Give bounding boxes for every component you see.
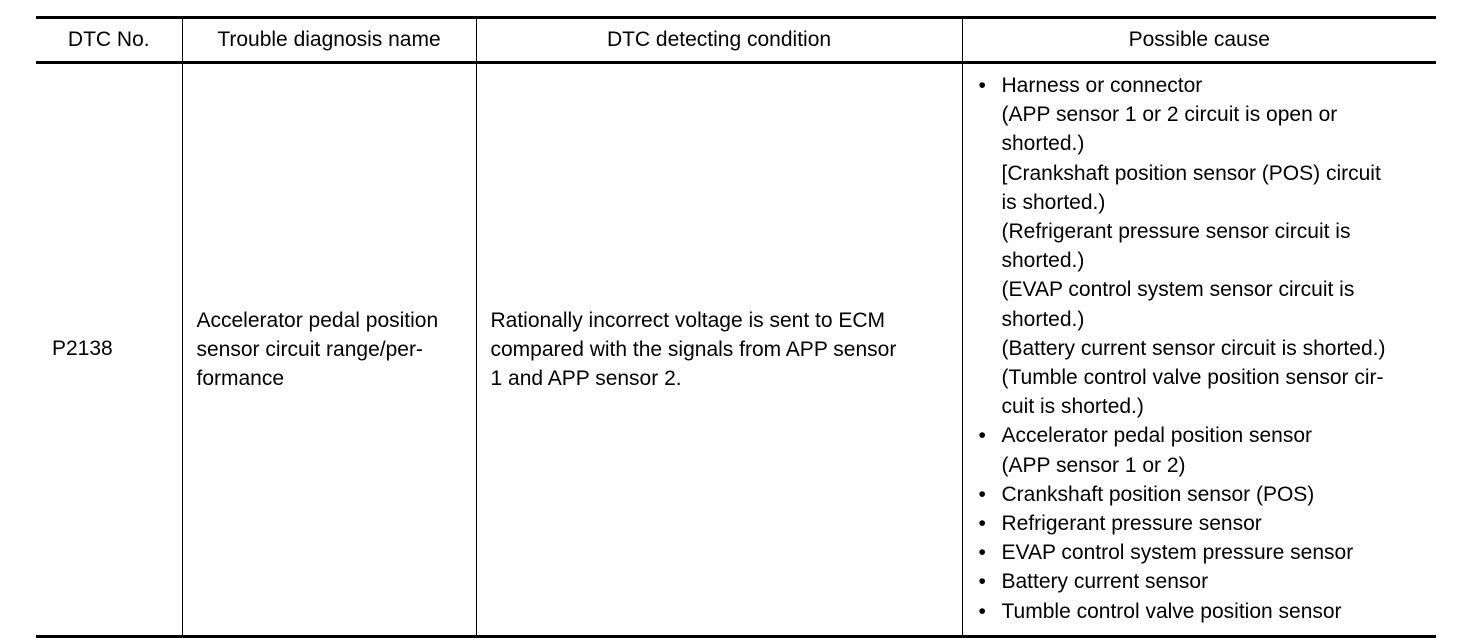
header-diagnosis-name: Trouble diagnosis name xyxy=(182,18,476,63)
cause-detail: (APP sensor 1 or 2 circuit is open or xyxy=(1001,103,1338,127)
cause-detail: (Battery current sensor circuit is shorted.) xyxy=(1001,336,1386,360)
list-item xyxy=(979,567,1437,596)
bullet-icon: • xyxy=(978,599,986,623)
bullet-icon: • xyxy=(978,424,986,448)
cause-title: Accelerator pedal position sensor xyxy=(1001,424,1313,448)
bullet-icon: • xyxy=(978,74,986,97)
header-detecting-condition: DTC detecting condition xyxy=(476,18,962,63)
cause-title: Refrigerant pressure sensor xyxy=(1001,512,1262,536)
cause-detail: shorted.) xyxy=(1001,249,1085,273)
detecting-condition-cell xyxy=(476,63,962,637)
diagnosis-name-line: sensor circuit range/per- xyxy=(196,337,423,361)
list-item xyxy=(979,509,1437,538)
diagnosis-name-line: Accelerator pedal position xyxy=(196,308,439,332)
cause-detail: shorted.) xyxy=(1001,132,1085,156)
header-possible-cause: Possible cause xyxy=(962,18,1436,63)
bullet-icon: • xyxy=(978,482,986,506)
cause-detail: (EVAP control system sensor circuit is xyxy=(1001,278,1355,302)
cause-title: EVAP control system pressure sensor xyxy=(1001,541,1354,565)
dtc-number: P2138 xyxy=(36,63,182,637)
cause-detail: (Tumble control valve position sensor cir- xyxy=(1001,366,1384,390)
dtc-table xyxy=(36,16,1436,638)
condition-line: 1 and APP sensor 2. xyxy=(490,366,682,390)
cause-title: Crankshaft position sensor (POS) xyxy=(1001,482,1315,506)
cause-detail: (APP sensor 1 or 2) xyxy=(1001,453,1186,477)
diagnosis-name-cell xyxy=(182,63,476,637)
list-item xyxy=(979,480,1437,509)
cause-detail: shorted.) xyxy=(1001,307,1085,331)
cause-detail: is shorted.) xyxy=(1001,190,1106,214)
cause-detail: (Refrigerant pressure sensor circuit is xyxy=(1001,220,1351,244)
condition-line: compared with the signals from APP sensor xyxy=(490,337,897,361)
list-item xyxy=(979,538,1437,567)
diagnosis-name-line: formance xyxy=(196,366,285,390)
cause-list xyxy=(979,71,1437,626)
header-dtc-no: DTC No. xyxy=(36,18,182,63)
list-item xyxy=(979,71,1437,421)
header-row xyxy=(36,18,1436,63)
condition-line: Rationally incorrect voltage is sent to ECM xyxy=(490,308,885,332)
bullet-icon: • xyxy=(978,570,986,594)
list-item xyxy=(979,421,1437,479)
bullet-icon: • xyxy=(978,512,986,536)
cause-title: Tumble control valve position sensor xyxy=(1001,599,1342,623)
cause-detail: [Crankshaft position sensor (POS) circuit xyxy=(1001,161,1381,185)
possible-cause-cell xyxy=(962,63,1436,637)
bullet-icon: • xyxy=(978,541,986,565)
cause-title: Harness or connector xyxy=(1001,74,1203,97)
cause-title: Battery current sensor xyxy=(1001,570,1209,594)
cause-detail: cuit is shorted.) xyxy=(1001,395,1144,419)
table-row xyxy=(36,63,1436,637)
list-item xyxy=(979,597,1437,626)
